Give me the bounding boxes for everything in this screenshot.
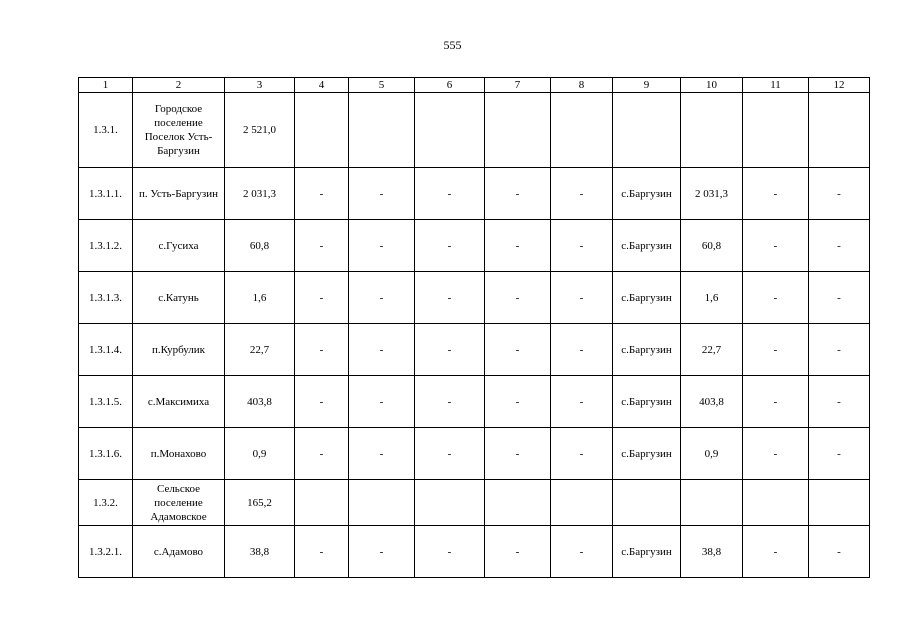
cell-col7: - [485,428,551,480]
cell-col10: 2 031,3 [681,168,743,220]
cell-col6: - [415,376,485,428]
population-value: 403,8 [225,376,295,428]
cell-col5: - [349,526,415,578]
cell-col6: - [415,168,485,220]
cell-col11: - [743,526,809,578]
center-name: с.Баргузин [613,428,681,480]
header-row [79,78,870,93]
table-row [79,272,870,324]
cell-col8: - [551,428,613,480]
cell-col5: - [349,272,415,324]
settlement-name: Сельское поселение Адамовское [133,480,225,526]
center-name: с.Баргузин [613,220,681,272]
settlement-name: с.Максимиха [133,376,225,428]
cell-col6: - [415,272,485,324]
cell-col8 [551,93,613,168]
cell-col6: - [415,220,485,272]
cell-col12: - [809,376,870,428]
cell-col7: - [485,168,551,220]
cell-col10 [681,480,743,526]
cell-col8 [551,480,613,526]
settlement-table [78,77,870,578]
page-number: 555 [443,38,462,52]
cell-col8: - [551,324,613,376]
table-row [79,168,870,220]
cell-col7 [485,93,551,168]
row-code: 1.3.1.2. [79,220,133,272]
column-header: 1 [79,78,133,93]
group-row [79,480,870,526]
group-row [79,93,870,168]
settlement-name: с.Катунь [133,272,225,324]
cell-col10 [681,93,743,168]
cell-col11: - [743,272,809,324]
table-row [79,526,870,578]
column-header: 8 [551,78,613,93]
row-code: 1.3.1. [79,93,133,168]
cell-col6 [415,93,485,168]
column-header: 5 [349,78,415,93]
cell-col8: - [551,376,613,428]
center-name: с.Баргузин [613,526,681,578]
settlement-name: п. Усть-Баргузин [133,168,225,220]
cell-col7: - [485,220,551,272]
cell-col7: - [485,526,551,578]
population-value: 2 521,0 [225,93,295,168]
center-name: с.Баргузин [613,324,681,376]
cell-col10: 22,7 [681,324,743,376]
cell-col4: - [295,220,349,272]
cell-col6: - [415,428,485,480]
cell-col10: 1,6 [681,272,743,324]
row-code: 1.3.1.1. [79,168,133,220]
population-value: 38,8 [225,526,295,578]
row-code: 1.3.1.3. [79,272,133,324]
population-value: 60,8 [225,220,295,272]
cell-col10: 0,9 [681,428,743,480]
table-body [79,78,870,578]
cell-col10: 403,8 [681,376,743,428]
cell-col4 [295,93,349,168]
cell-col4: - [295,376,349,428]
cell-col11: - [743,376,809,428]
table-row [79,376,870,428]
cell-col5: - [349,220,415,272]
row-code: 1.3.1.6. [79,428,133,480]
cell-col8: - [551,220,613,272]
settlement-name: п.Монахово [133,428,225,480]
row-code: 1.3.1.5. [79,376,133,428]
table-row [79,324,870,376]
cell-col6 [415,480,485,526]
cell-col5 [349,93,415,168]
table-row [79,428,870,480]
settlement-name: Городское поселение Поселок Усть-Баргузин [133,93,225,168]
row-code: 1.3.2.1. [79,526,133,578]
settlement-name: п.Курбулик [133,324,225,376]
cell-col12: - [809,526,870,578]
population-value: 0,9 [225,428,295,480]
column-header: 10 [681,78,743,93]
cell-col6: - [415,324,485,376]
cell-col4: - [295,168,349,220]
cell-col12: - [809,168,870,220]
cell-col12: - [809,428,870,480]
population-value: 2 031,3 [225,168,295,220]
cell-col5 [349,480,415,526]
cell-col11: - [743,428,809,480]
cell-col12 [809,480,870,526]
cell-col11 [743,93,809,168]
population-value: 1,6 [225,272,295,324]
cell-col10: 38,8 [681,526,743,578]
cell-col11 [743,480,809,526]
table-row [79,220,870,272]
cell-col12: - [809,272,870,324]
population-value: 165,2 [225,480,295,526]
row-code: 1.3.1.4. [79,324,133,376]
cell-col4: - [295,324,349,376]
cell-col7: - [485,272,551,324]
cell-col8: - [551,168,613,220]
cell-col12: - [809,324,870,376]
center-name: с.Баргузин [613,272,681,324]
column-header: 11 [743,78,809,93]
cell-col8: - [551,272,613,324]
column-header: 7 [485,78,551,93]
settlement-name: с.Адамово [133,526,225,578]
row-code: 1.3.2. [79,480,133,526]
column-header: 12 [809,78,870,93]
population-value: 22,7 [225,324,295,376]
cell-col4: - [295,272,349,324]
column-header: 4 [295,78,349,93]
center-name: с.Баргузин [613,376,681,428]
cell-col11: - [743,324,809,376]
column-header: 6 [415,78,485,93]
cell-col7 [485,480,551,526]
column-header: 9 [613,78,681,93]
column-header: 3 [225,78,295,93]
cell-col8: - [551,526,613,578]
cell-col12: - [809,220,870,272]
cell-col5: - [349,376,415,428]
center-name [613,93,681,168]
cell-col5: - [349,168,415,220]
cell-col4 [295,480,349,526]
cell-col4: - [295,428,349,480]
cell-col7: - [485,324,551,376]
center-name: с.Баргузин [613,168,681,220]
cell-col4: - [295,526,349,578]
settlement-name: с.Гусиха [133,220,225,272]
cell-col12 [809,93,870,168]
cell-col11: - [743,168,809,220]
cell-col10: 60,8 [681,220,743,272]
cell-col7: - [485,376,551,428]
cell-col11: - [743,220,809,272]
column-header: 2 [133,78,225,93]
center-name [613,480,681,526]
cell-col5: - [349,324,415,376]
cell-col6: - [415,526,485,578]
cell-col5: - [349,428,415,480]
